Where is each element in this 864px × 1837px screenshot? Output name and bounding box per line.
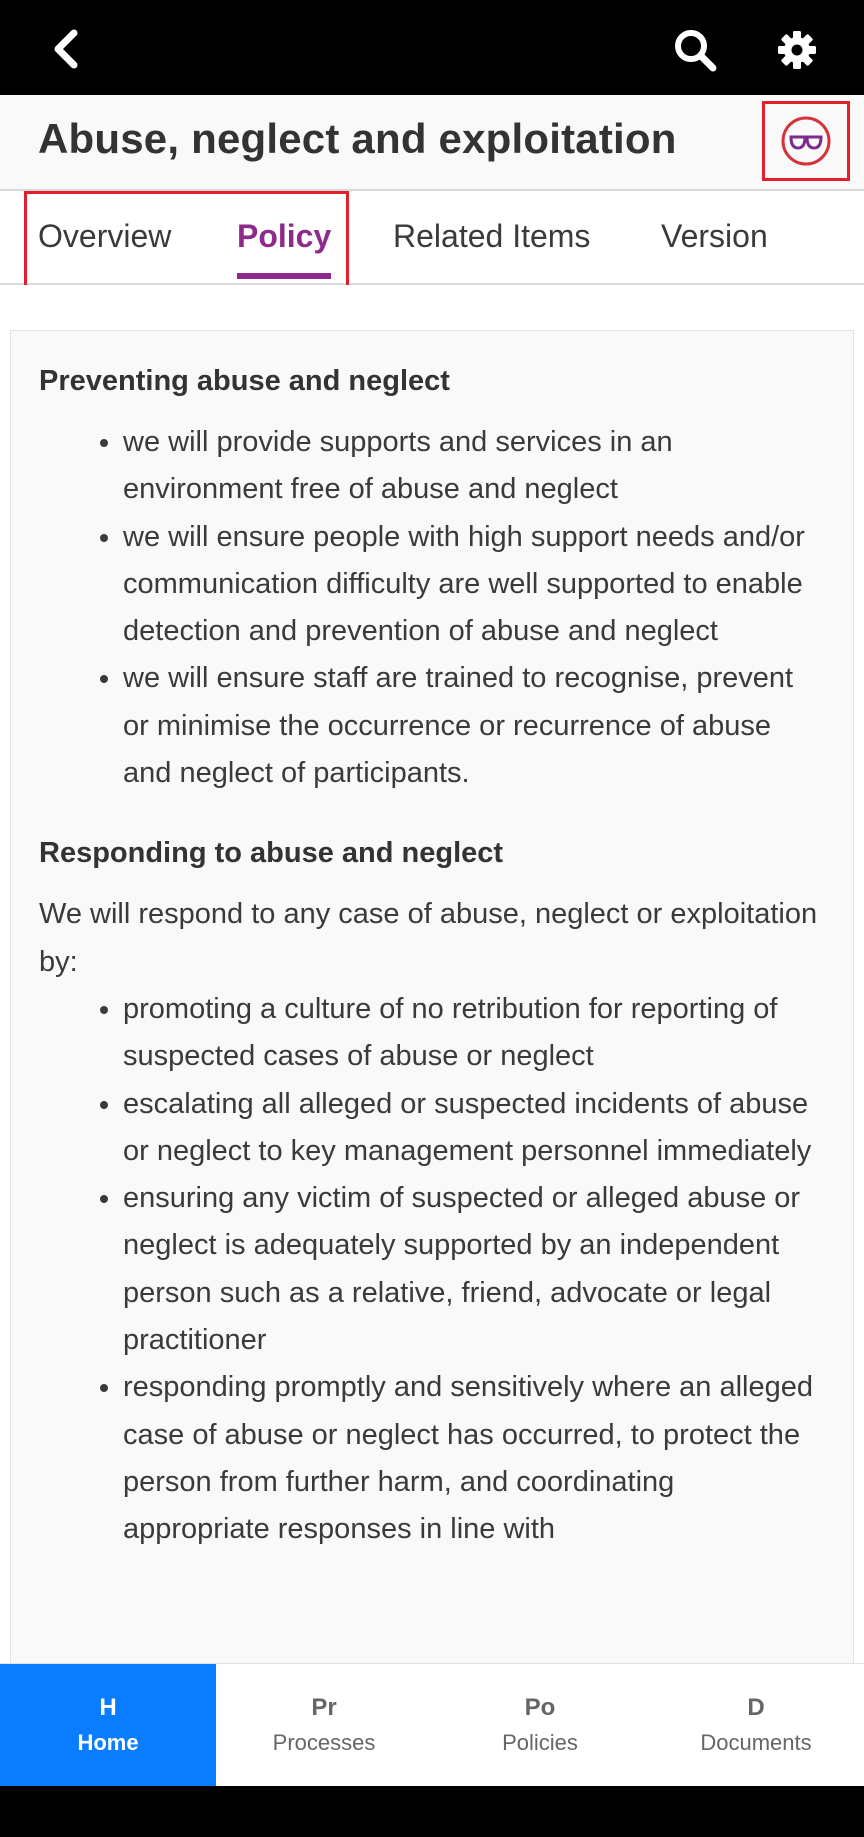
search-button[interactable]	[660, 22, 730, 78]
nav-policies-icon: Po	[524, 1693, 556, 1721]
tab-version[interactable]	[661, 191, 768, 283]
settings-button[interactable]	[762, 22, 832, 78]
nav-documents-icon: D	[747, 1693, 765, 1721]
list-item: • ensuring any victim of suspected or alleged abuse or neglect is adequately supported by an independent person such as a relative, friend, advocate or legal practitioner	[123, 1175, 825, 1364]
nav-documents[interactable]	[648, 1664, 864, 1787]
page-title: Abuse, neglect and exploitation	[38, 115, 677, 162]
gear-icon	[777, 30, 817, 70]
nav-label: Home	[77, 1729, 139, 1755]
list-item: • escalating all alleged or suspected incidents of abuse or neglect to key management personnel immediately	[123, 1081, 825, 1176]
reader-mode-button[interactable]	[762, 101, 850, 181]
tab-label: Overview	[38, 218, 172, 254]
tab-overview[interactable]	[38, 191, 171, 283]
system-navigation-bar	[0, 1786, 864, 1837]
tab-label: Policy	[237, 218, 332, 254]
nav-home-icon: H	[99, 1693, 117, 1721]
list-item: • we will ensure staff are trained to recognise, prevent or minimise the occurrence or recurrence of abuse and neglect of participants.	[123, 655, 825, 797]
list-item: • we will provide supports and services in an environment free of abuse and neglect	[123, 419, 825, 514]
tab-bar	[0, 191, 864, 285]
nav-home[interactable]	[0, 1664, 216, 1787]
title-row	[0, 95, 864, 191]
responding-list	[39, 986, 825, 1554]
top-app-bar	[0, 0, 864, 95]
list-item: • responding promptly and sensitively where an alleged case of abuse or neglect has occurred, to protect the person from further harm, and coordinating appropriate responses in line with	[123, 1364, 825, 1553]
nav-processes-icon: Pr	[311, 1693, 337, 1721]
section-heading-preventing: Preventing abuse and neglect	[39, 365, 450, 397]
back-button[interactable]	[30, 22, 100, 76]
responding-intro: We will respond to any case of abuse, neglect or exploitation by:	[39, 898, 818, 978]
nav-label: Policies	[502, 1729, 578, 1755]
nav-label: Documents	[700, 1729, 812, 1755]
section-heading-responding: Responding to abuse and neglect	[39, 837, 504, 870]
tab-policy[interactable]	[237, 191, 331, 283]
tab-label: Version	[661, 218, 768, 254]
chevron-left-icon	[48, 29, 82, 69]
bottom-navigation	[0, 1663, 864, 1787]
nav-policies[interactable]	[432, 1664, 648, 1787]
tab-related-items[interactable]	[393, 191, 590, 283]
preventing-list	[39, 419, 825, 797]
tab-label: Related Items	[393, 218, 591, 254]
nav-label: Processes	[272, 1729, 376, 1755]
reading-glasses-icon	[780, 115, 832, 167]
policy-content-scroll[interactable]	[0, 285, 864, 1663]
active-tab-indicator	[237, 273, 331, 279]
search-icon	[673, 28, 717, 72]
list-item: • promoting a culture of no retribution for reporting of suspected cases of abuse or neglect	[123, 986, 825, 1081]
list-item: • we will ensure people with high support needs and/or communication difficulty are well supported to enable detection and prevention of abuse and neglect	[123, 514, 825, 656]
nav-processes[interactable]	[216, 1664, 432, 1787]
policy-content-card	[10, 330, 854, 1663]
